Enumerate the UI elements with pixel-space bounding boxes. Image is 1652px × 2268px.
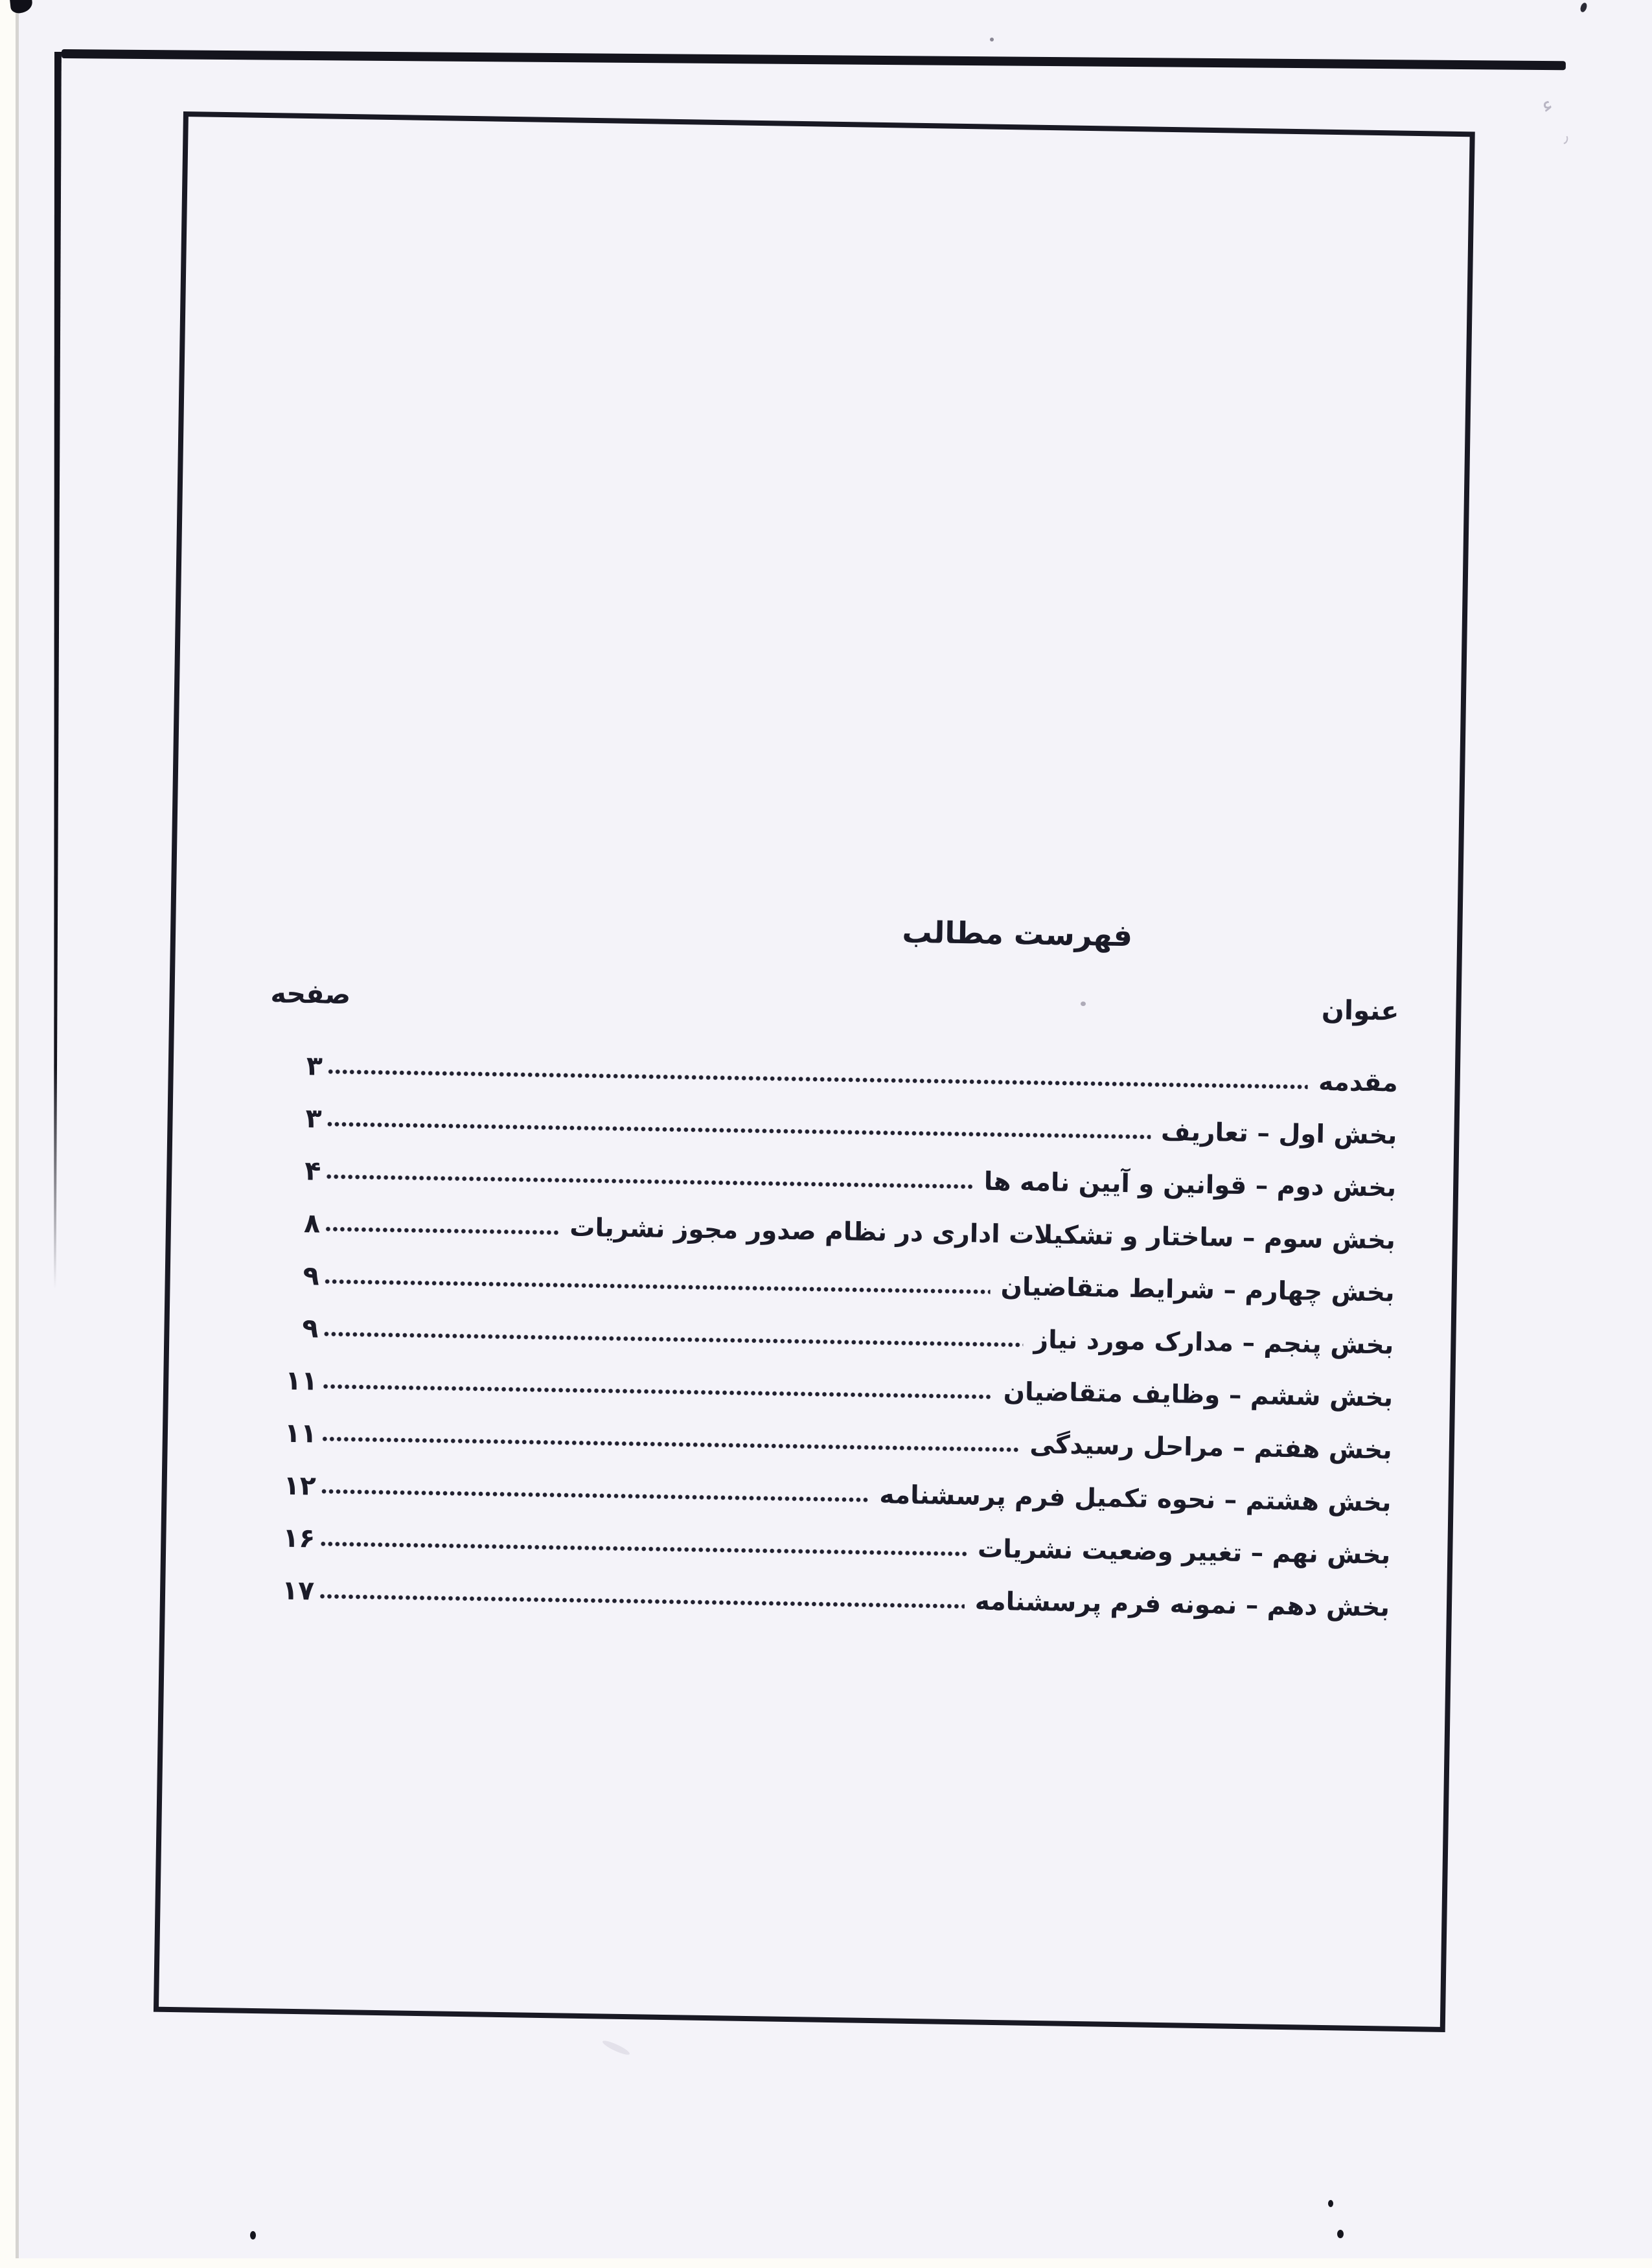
toc-entry-title: مقدمه [1318,1068,1399,1099]
pencil-mark: ء [1538,91,1556,119]
column-header-title: عنوان [1321,994,1399,1027]
dot-leader [321,1489,869,1503]
toc-entry-page: ۸ [303,1208,321,1239]
toc-entry-page: ۱۱ [284,1417,317,1449]
toc-entry [262,1469,1392,1520]
paper-edge-shadow [16,0,19,2258]
toc-entry [261,1574,1390,1625]
toc-entry-page: ۹ [302,1312,319,1344]
toc-entry-title: بخش پنجم – مدارک مورد نیاز [1033,1325,1394,1361]
toc-column-headers [270,976,1399,1029]
toc-entry-title: بخش چهارم – شرایط متقاضیان [1000,1272,1395,1309]
column-header-page: صفحه [270,978,351,1011]
content-frame [154,111,1475,2032]
dot-leader [320,1541,967,1557]
toc-entry [269,1049,1398,1100]
toc-entry-page: ۴ [304,1155,321,1187]
toc-list [261,1049,1398,1625]
toc-entry-page: ۱۷ [281,1575,315,1607]
toc-entry [265,1312,1394,1362]
dot-leader [323,1384,993,1400]
toc-entry-page: ۳ [306,1050,323,1082]
toc-entry-title: بخش دوم – قوانین و آیین نامه ها [983,1167,1397,1204]
toc-entry-page: ۳ [305,1103,322,1134]
toc-entry-page: ۱۶ [282,1522,315,1554]
dot-leader [327,1121,1151,1140]
toc-content [159,117,1470,2027]
dot-leader [326,1174,974,1190]
dot-leader [323,1331,1023,1348]
toc-entry [264,1364,1394,1415]
dot-leader [322,1436,1020,1453]
toc-entry [267,1207,1396,1257]
toc-entry [262,1522,1391,1572]
toc-entry-title: بخش هفتم – مراحل رسیدگی [1029,1430,1393,1465]
toc-entry [268,1154,1397,1205]
toc-entry-page: ۱۱ [284,1365,318,1397]
toc-entry-title: بخش نهم – تغییر وضعیت نشریات [977,1534,1391,1570]
toc-entry-title: بخش سوم – ساختار و تشکیلات اداری در نظام صدور مجوز نشریات [569,1213,1396,1256]
toc-entry [264,1417,1393,1467]
toc-entry [266,1259,1395,1310]
page-title: فهرست مطالب [902,914,1133,954]
toc-entry-title: بخش ششم – وظایف متقاضیان [1003,1377,1394,1414]
toc-entry-title: بخش دهم – نمونه فرم پرسشنامه [974,1586,1390,1623]
toc-entry [268,1102,1397,1152]
toc-entry-page: ۹ [303,1260,320,1292]
toc-entry-title: بخش هشتم – نحوه تکمیل فرم پرسشنامه [879,1480,1392,1518]
pencil-mark: ٫ [1561,126,1570,147]
toc-entry-title: بخش اول – تعاریف [1160,1117,1397,1151]
dot-leader [325,1226,559,1236]
dot-leader [319,1594,965,1610]
dot-leader [325,1279,991,1295]
dot-leader [328,1069,1308,1090]
toc-entry-page: ۱۲ [283,1470,317,1502]
